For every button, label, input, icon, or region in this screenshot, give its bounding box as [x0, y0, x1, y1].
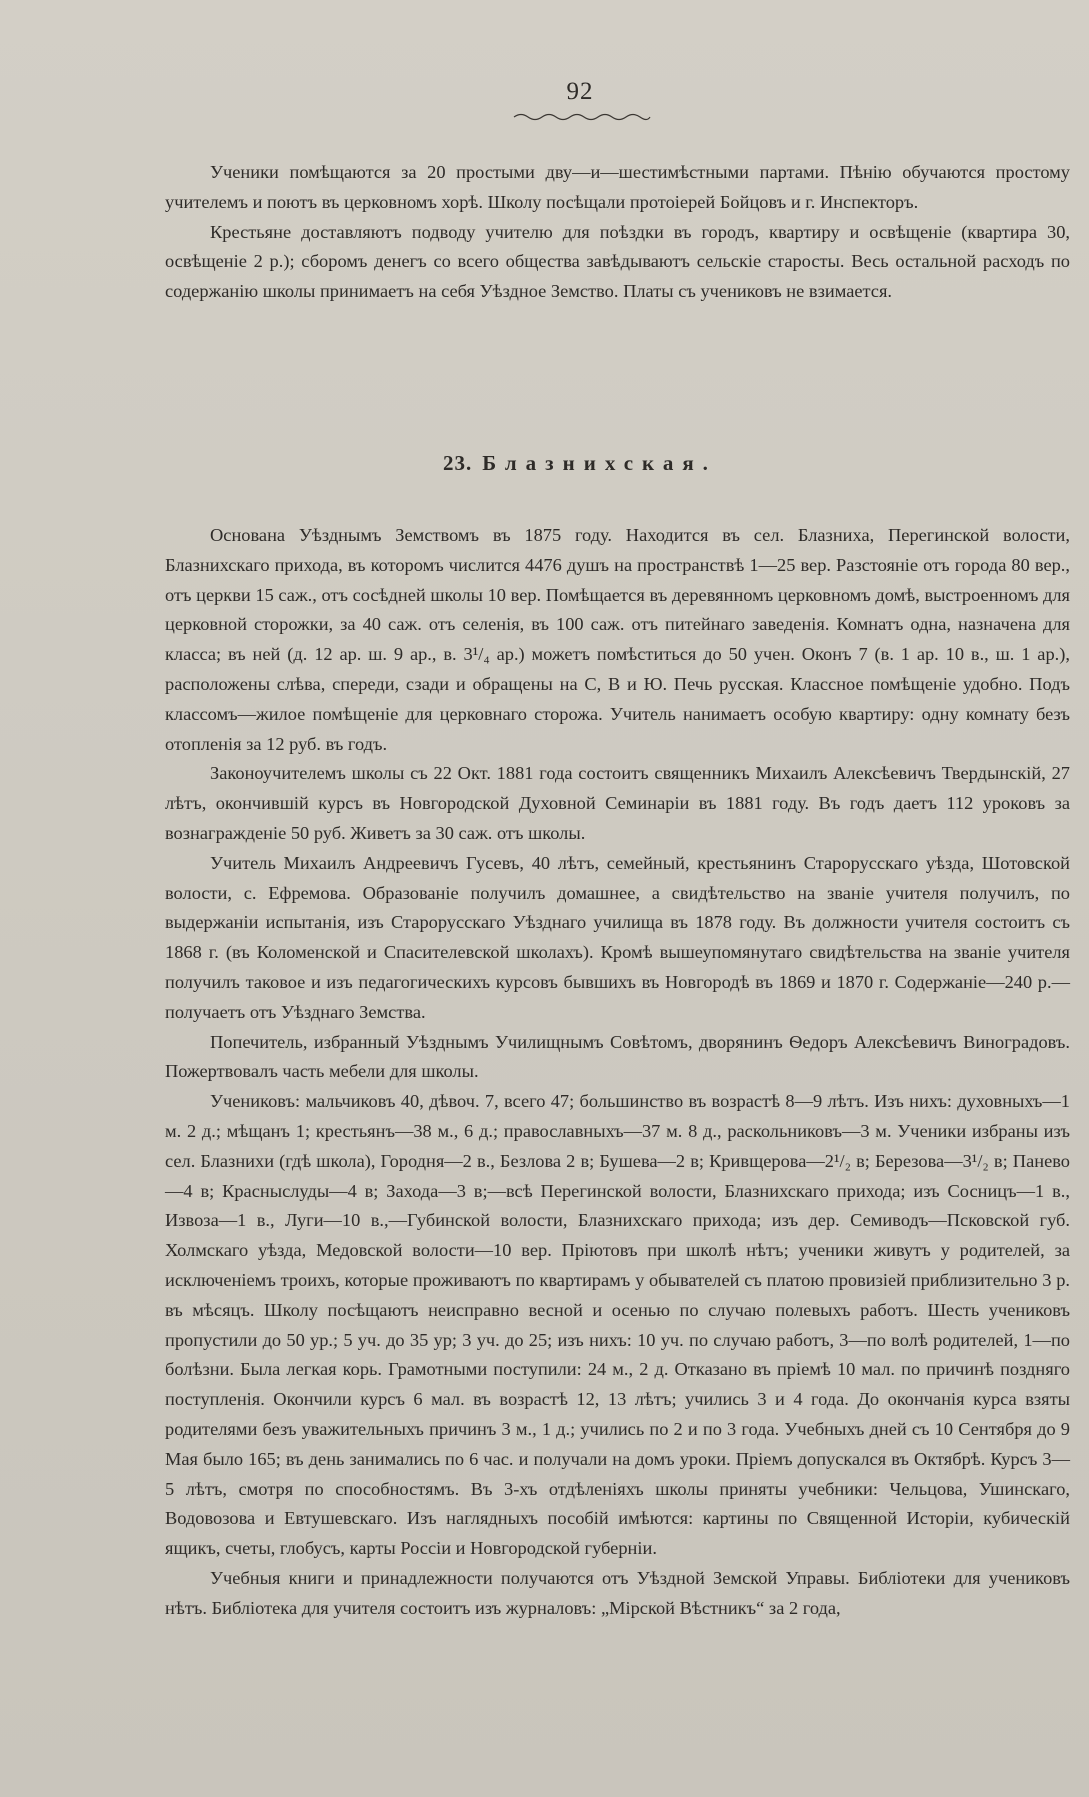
paragraph: Учитель Михаилъ Андреевичъ Гусевъ, 40 лѣтъ, семейный, крестьянинъ Старорусскаго уѣзда, Шотовской волости, с. Ефремова. Образованіе получилъ домашнее, а свидѣтельство на званіе учителя получилъ, по выдержаніи испытанія, изъ Старорусскаго Уѣзднаго училища въ 1878 году. Въ должности учителя состоитъ съ 1868 г. (въ Коломенской и Спасителевской школахъ). Кромѣ вышеупомянутаго свидѣтельства на званіе учителя получилъ таковое и изъ педагогическихъ курсовъ бывшихъ въ Новгородѣ въ 1869 и 1870 г. Содержаніе—240 р.—получаетъ отъ Уѣзднаго Земства.	[165, 852, 1070, 1022]
section-heading	[0, 451, 1089, 476]
paragraph: Ученики помѣщаются за 20 простыми дву—и—шестимѣстными партами. Пѣнію обучаются простому учителемъ и поютъ въ церковномъ хорѣ. Школу посѣщали протоіерей Бойцовъ и г. Инспекторъ.	[165, 162, 1070, 212]
paragraph: Попечитель, избранный Уѣзднымъ Училищнымъ Совѣтомъ, дворянинъ Ѳедоръ Алексѣевичъ Виноградовъ. Пожертвовалъ часть мебели для школы.	[165, 1031, 1070, 1082]
body-text	[165, 521, 1070, 1623]
paragraph: Крестьяне доставляютъ подводу учителю для поѣздки въ городъ, квартиру и освѣщеніе (квартира 30, освѣщеніе 2 р.); сборомъ денегъ со всего общества завѣдываютъ сельскіе старосты. Весь остальной расходъ по содержанію школы принимаетъ на себя Уѣздное Земство. Платы съ учениковъ не взимается.	[165, 221, 1070, 302]
page-number-ornament	[512, 112, 652, 122]
paragraph: Основана Уѣзднымъ Земствомъ въ 1875 году. Находится въ сел. Блазниха, Перегинской волости, Блазнихскаго прихода, въ которомъ числится 4476 душъ на пространствѣ 1—25 вер. Разстояніе отъ города 80 вер., отъ церкви 15 саж., отъ сосѣдней школы 10 вер. Помѣщается въ деревянномъ церковномъ домѣ, выстроенномъ для церковной сторожки, за 40 саж. отъ селенія, въ 100 саж. отъ питейнаго заведенія. Комнатъ одна, назначена для класса; въ ней (д. 12 ар. ш. 9 ар., в. 3¹/₄ ар.) можетъ помѣститься до 50 учен. Оконъ 7 (в. 1 ар. 10 в., ш. 1 ар.), расположены слѣва, спереди, сзади и обращены на С, В и Ю. Печь русская. Классное помѣщеніе удобно. Подъ классомъ—жилое помѣщеніе для церковнаго сторожа. Учитель нанимаетъ особую квартиру: одну комнату безъ отопленія за 12 руб. въ годъ.	[165, 525, 1070, 754]
paragraph: Учебныя книги и принадлежности получаются отъ Уѣздной Земской Управы. Библіотеки для учениковъ нѣтъ. Библіотека для учителя состоитъ изъ журналовъ: „Мірской Вѣстникъ“ за 2 года,	[165, 1567, 1070, 1618]
section-number: 23.	[443, 451, 473, 475]
intro-text	[165, 158, 1070, 307]
section-title: Блазнихская.	[482, 451, 717, 475]
paragraph: Законоучителемъ школы съ 22 Окт. 1881 года состоитъ священникъ Михаилъ Алексѣевичъ Твердынскій, 27 лѣтъ, окончившій курсъ въ Новгородской Духовной Семинаріи въ 1881 году. Въ годъ даетъ 112 уроковъ за вознагражденіе 50 руб. Живетъ за 30 саж. отъ школы.	[165, 763, 1070, 843]
page-number: 92	[566, 78, 594, 105]
paragraph: Учениковъ: мальчиковъ 40, дѣвоч. 7, всего 47; большинство въ возрастѣ 8—9 лѣтъ. Изъ нихъ: духовныхъ—1 м. 2 д.; мѣщанъ 1; крестьянъ—38 м., 6 д.; православныхъ—37 м. 8 д., раскольниковъ—3 м. Ученики избраны изъ сел. Блазнихи (гдѣ школа), Городня—2 в., Безлова 2 в; Бушева—2 в; Кривщерова—2¹/₂ в; Березова—3¹/₂ в; Панево—4 в; Красныслуды—4 в; Захода—3 в;—всѣ Перегинской волости, Блазнихскаго прихода; изъ Сосницъ—1 в., Извоза—1 в., Луги—10 в.,—Губинской волости, Блазнихскаго прихода; изъ дер. Семиводъ—Псковской губ. Холмскаго уѣзда, Медовской волости—10 вер. Пріютовъ при школѣ нѣтъ; ученики живутъ у родителей, за исключеніемъ троихъ, которые проживаютъ по квартирамъ у обывателей съ платою провизіей приблизительно 3 р. въ мѣсяцъ. Школу посѣщаютъ неисправно весной и осенью по случаю полевыхъ работъ. Шесть учениковъ пропустили до 50 ур.; 5 уч. до 35 ур; 3 уч. до 25; изъ нихъ: 10 уч. по случаю работъ, 3—по волѣ родителей, 1—по болѣзни. Была легкая корь. Грамотными поступили: 24 м., 2 д. Отказано въ пріемѣ 10 мал. по причинѣ поздняго поступленія. Окончили курсъ 6 мал. въ возрастѣ 12, 13 лѣтъ; учились 3 и 4 года. До окончанія курса взяты родителями безъ уважительныхъ причинъ 3 м., 1 д.; учились по 2 и по 3 года. Учебныхъ дней съ 10 Сентября до 9 Мая было 165; въ день занимались по 6 час. и получали на домъ уроки. Пріемъ допускался въ Октябрѣ. Курсъ 3—5 лѣтъ, смотря по способностямъ. Въ 3-хъ отдѣленіяхъ школы приняты учебники: Чельцова, Ушинскаго, Водовозова и Евтушевскаго. Изъ наглядныхъ пособій имѣются: картины по Священной Исторіи, кубическій ящикъ, счеты, глобусъ, карты Россіи и Новгородской губерніи.	[165, 1091, 1070, 1559]
